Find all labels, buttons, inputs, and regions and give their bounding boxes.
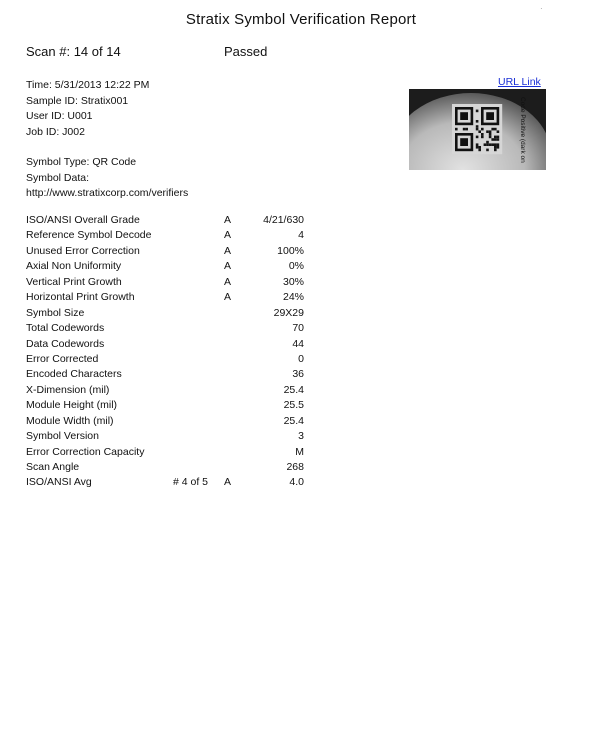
metric-value: 24% bbox=[282, 291, 304, 304]
metric-grade: A bbox=[224, 476, 232, 489]
metric-label: Symbol Size bbox=[26, 306, 85, 319]
metric-value: 4.0 bbox=[289, 476, 304, 489]
metric-label: Scan Angle bbox=[26, 461, 80, 473]
metric-grade: A bbox=[224, 244, 232, 257]
metric-label: Horizontal Print Growth bbox=[26, 291, 135, 304]
metric-grade: A bbox=[224, 214, 232, 226]
metric-label: Module Width (mil) bbox=[26, 414, 114, 427]
metric-value: 3 bbox=[298, 430, 304, 443]
scanned-symbol-image bbox=[409, 89, 546, 170]
scan-number: Scan #: 14 of 14 bbox=[26, 44, 121, 59]
metric-label: Error Corrected bbox=[26, 352, 99, 365]
metric-label: Total Codewords bbox=[26, 322, 105, 335]
symbol-data-value: http://www.stratixcorp.com/verifiers bbox=[26, 187, 189, 199]
symbol-data-label: Symbol Data: bbox=[26, 171, 90, 184]
qr-code-icon bbox=[452, 104, 502, 154]
metric-label: ISO/ANSI Avg bbox=[26, 476, 92, 489]
image-caption: Code Positive (dark on bbox=[519, 97, 526, 163]
metric-value: 4/21/630 bbox=[263, 214, 304, 226]
metric-value: 44 bbox=[292, 337, 304, 350]
metric-rank: # 4 of 5 bbox=[172, 476, 208, 489]
metric-label: Data Codewords bbox=[26, 337, 105, 350]
metric-value: 25.5 bbox=[283, 399, 304, 412]
metric-grade: A bbox=[224, 291, 232, 304]
metric-label: Unused Error Correction bbox=[26, 244, 140, 257]
metric-label: Vertical Print Growth bbox=[26, 275, 122, 288]
corner-mark: · bbox=[540, 4, 543, 13]
metric-label: ISO/ANSI Overall Grade bbox=[26, 214, 140, 226]
metric-label: Symbol Version bbox=[26, 430, 99, 443]
metric-grade: A bbox=[224, 229, 232, 242]
metric-value: 100% bbox=[277, 244, 304, 257]
user-id-text: User ID: U001 bbox=[26, 110, 93, 122]
metric-value: 268 bbox=[286, 461, 304, 473]
status-badge: Passed bbox=[224, 44, 268, 59]
metric-label: X-Dimension (mil) bbox=[26, 383, 110, 396]
metric-label: Encoded Characters bbox=[26, 368, 122, 381]
symbol-type-text: Symbol Type: QR Code bbox=[26, 156, 137, 168]
scan-info bbox=[26, 78, 149, 140]
metric-value: 4 bbox=[298, 229, 304, 242]
metric-label: Reference Symbol Decode bbox=[26, 229, 152, 242]
metric-value: 30% bbox=[282, 275, 304, 288]
job-id-text: Job ID: J002 bbox=[26, 125, 85, 138]
metric-label: Error Correction Capacity bbox=[26, 445, 145, 458]
metric-label: Axial Non Uniformity bbox=[26, 260, 122, 273]
metric-value: 29X29 bbox=[273, 306, 304, 319]
metric-value: 25.4 bbox=[283, 383, 304, 396]
metric-grade: A bbox=[224, 260, 232, 273]
metric-value: 0% bbox=[288, 260, 304, 273]
metric-value: 70 bbox=[292, 322, 304, 335]
symbol-info bbox=[26, 155, 188, 202]
metric-value: M bbox=[295, 445, 304, 458]
time-text: Time: 5/31/2013 12:22 PM bbox=[26, 79, 150, 91]
metric-value: 25.4 bbox=[283, 414, 304, 427]
sample-id-text: Sample ID: Stratix001 bbox=[26, 94, 129, 107]
qr-scan-photo bbox=[409, 89, 546, 170]
metric-label: Module Height (mil) bbox=[26, 399, 118, 412]
url-link[interactable]: URL Link bbox=[498, 76, 541, 88]
metric-value: 36 bbox=[292, 368, 304, 381]
metric-value: 0 bbox=[298, 352, 304, 365]
metric-grade: A bbox=[224, 275, 232, 288]
report-title: Stratix Symbol Verification Report bbox=[185, 11, 417, 28]
